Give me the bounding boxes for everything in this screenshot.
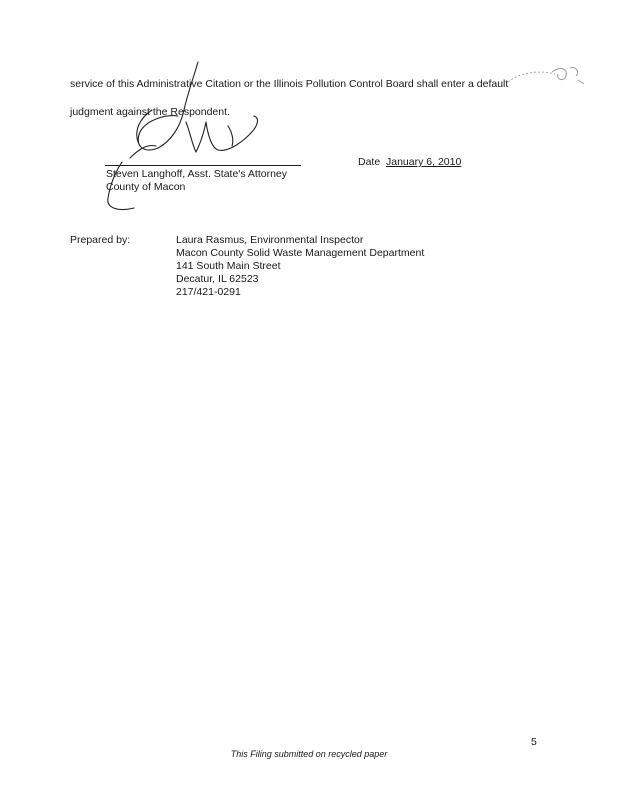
signatory-county: County of Macon	[106, 181, 186, 193]
prepared-by-line: 141 South Main Street	[176, 260, 281, 272]
stamp-mark	[500, 60, 590, 100]
paragraph-line-1: service of this Administrative Citation or the Illinois Pollution Control Board shall enter a default	[70, 78, 509, 90]
signatory-name: Steven Langhoff, Asst. State's Attorney	[106, 168, 288, 180]
prepared-by-line: 217/421-0291	[176, 286, 241, 298]
paragraph-line-2: judgment against the Respondent.	[70, 106, 230, 118]
footer-note: This Filing submitted on recycled paper	[230, 749, 388, 759]
prepared-by-line: Laura Rasmus, Environmental Inspector	[176, 234, 364, 246]
prepared-by-line: Decatur, IL 62523	[176, 273, 259, 285]
date-value: January 6, 2010	[386, 156, 462, 168]
prepared-by-label: Prepared by:	[70, 234, 131, 246]
date-label: Date	[358, 156, 381, 168]
prepared-by-line: Macon County Solid Waste Management Department	[176, 247, 425, 259]
page-number: 5	[531, 736, 537, 748]
signature-line	[105, 165, 301, 166]
